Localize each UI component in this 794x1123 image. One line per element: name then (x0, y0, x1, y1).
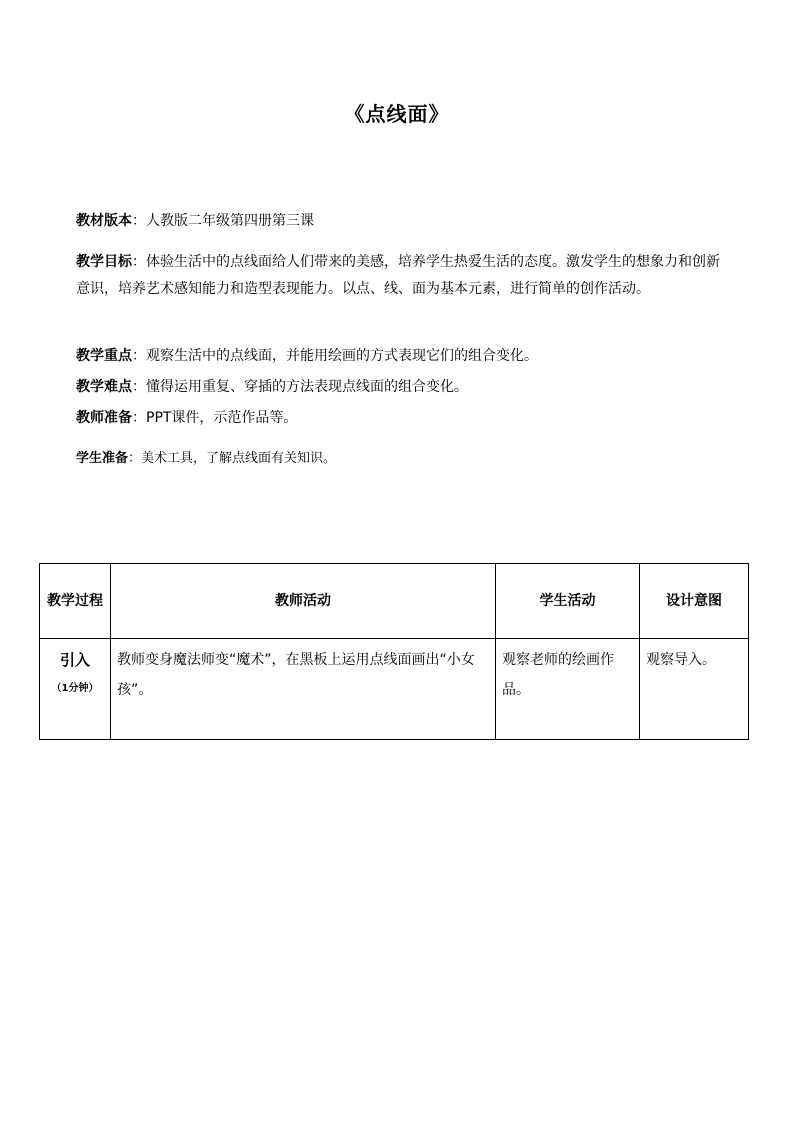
stage-cell (40, 639, 111, 740)
student-activity-cell: 观察老师的绘画作品。 (496, 639, 640, 740)
teaching-difficulty (76, 374, 726, 400)
header-student-activity: 学生活动 (496, 564, 640, 639)
textbook-version (76, 208, 726, 234)
student-preparation (76, 446, 726, 472)
student-prep-value: 美术工具，了解点线面有关知识。 (141, 451, 337, 466)
difficulty-sep: ： (132, 379, 146, 395)
stage-name: 引入 (59, 651, 90, 669)
teaching-goals (76, 249, 726, 303)
student-prep-label: 学生准备 (76, 451, 129, 466)
table-row (40, 639, 749, 740)
teacher-prep-label: 教师准备 (76, 410, 132, 426)
textbook-label: 教材版本 (76, 213, 132, 229)
teacher-prep-value: PPT课件，示范作品等。 (146, 410, 298, 426)
goals-sep: ： (132, 254, 146, 270)
teacher-preparation (76, 405, 726, 431)
teacher-prep-sep: ： (132, 410, 146, 426)
difficulty-value: 懂得运用重复、穿插的方法表现点线面的组合变化。 (146, 379, 468, 395)
table-header-row (40, 564, 749, 639)
header-design-intent: 设计意图 (640, 564, 749, 639)
stage-time: （1分钟） (51, 683, 99, 694)
goals-label: 教学目标 (76, 254, 132, 270)
focus-sep: ： (132, 348, 146, 364)
focus-value: 观察生活中的点线面，并能用绘画的方式表现它们的组合变化。 (146, 348, 538, 364)
focus-label: 教学重点 (76, 348, 132, 364)
lesson-plan-table (39, 563, 749, 740)
teacher-activity-cell: 教师变身魔法师变“魔术”，在黑板上运用点线面画出“小女孩”。 (111, 639, 496, 740)
header-process (40, 564, 111, 639)
textbook-sep: ： (132, 213, 146, 229)
teaching-focus (76, 343, 726, 369)
header-process-label: 教学过程 (47, 593, 103, 609)
student-prep-sep: ： (128, 451, 142, 466)
header-teacher-activity: 教师活动 (111, 564, 496, 639)
goals-value: 体验生活中的点线面给人们带来的美感，培养学生热爱生活的态度。激发学生的想象力和创新意识，培养艺术感知能力和造型表现能力。以点、线、面为基本元素，进行简单的创作活动。 (76, 254, 720, 297)
difficulty-label: 教学难点 (76, 379, 132, 395)
page-title: 《点线面》 (344, 102, 450, 126)
textbook-value: 人教版二年级第四册第三课 (146, 213, 314, 229)
design-intent-cell: 观察导入。 (640, 639, 749, 740)
